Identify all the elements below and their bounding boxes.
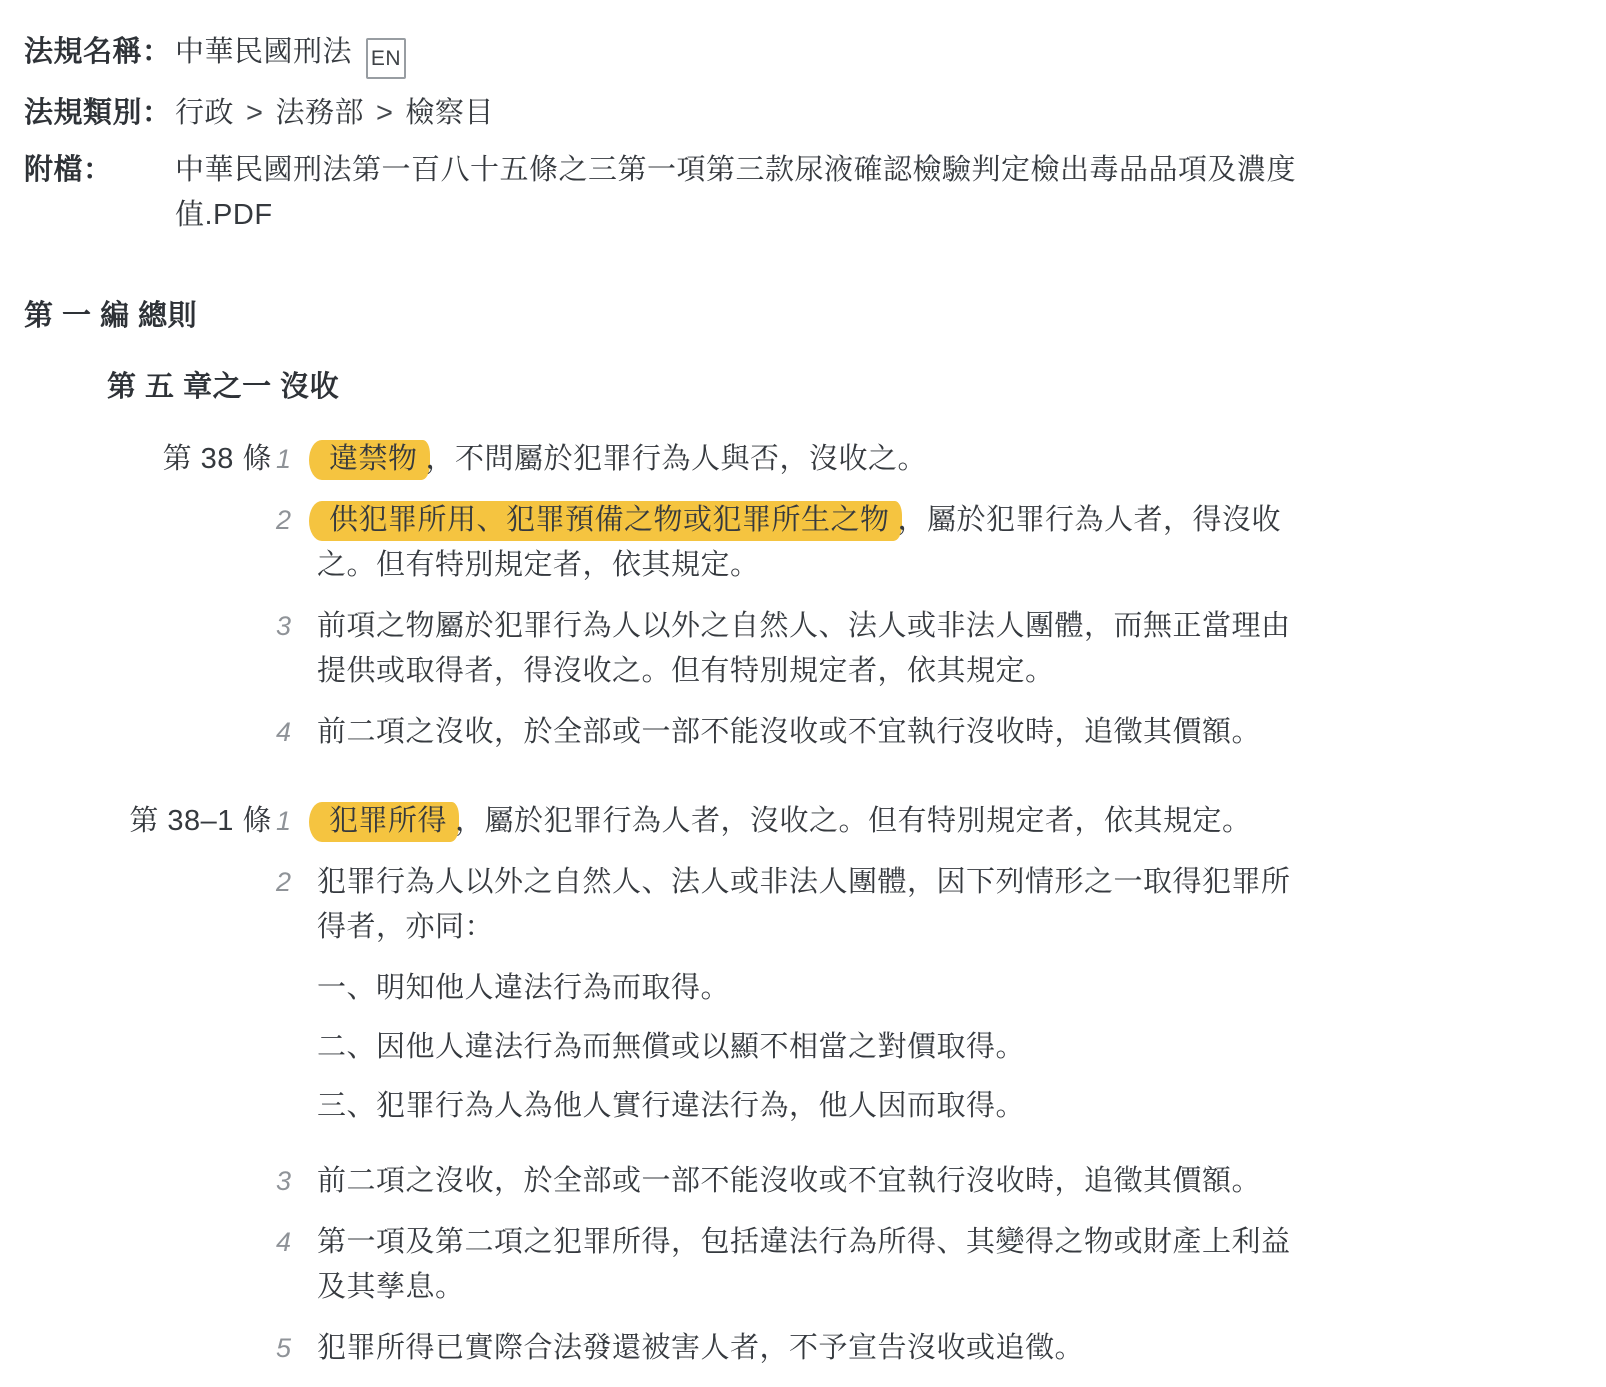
english-version-badge[interactable]: EN bbox=[366, 38, 406, 79]
paragraph-number: 1 bbox=[276, 444, 292, 474]
part-title: 第 一 編 總則 bbox=[24, 300, 198, 332]
article-paragraph bbox=[272, 437, 1307, 482]
attachment-label: 附檔： bbox=[24, 154, 113, 186]
paragraph-text bbox=[317, 799, 1307, 844]
law-name-label: 法規名稱： bbox=[24, 36, 172, 68]
highlighted-term: 違禁物 bbox=[309, 440, 430, 480]
breadcrumb-item[interactable]: 行政 bbox=[175, 97, 235, 129]
text-segment: 犯罪所得已實際合法發還被害人者，不予宣告沒收或追徵。 bbox=[317, 1332, 1085, 1364]
paragraph-number: 5 bbox=[276, 1333, 292, 1363]
paragraph-text bbox=[317, 1220, 1307, 1310]
law-name-value bbox=[175, 30, 406, 79]
text-segment: 第一項及第二項之犯罪所得，包括違法行為所得、其變得之物或財產上利益及其孳息。 bbox=[317, 1226, 1291, 1303]
meta-row-attachment bbox=[24, 148, 1606, 238]
meta-row-law-name bbox=[24, 30, 1606, 79]
article-paragraph bbox=[272, 1326, 1307, 1371]
paragraph-main-text bbox=[317, 1159, 1307, 1204]
text-segment: 前二項之沒收，於全部或一部不能沒收或不宜執行沒收時，追徵其價額。 bbox=[317, 1165, 1262, 1197]
paragraph-main-text bbox=[317, 437, 1307, 482]
article-paragraph bbox=[272, 799, 1307, 844]
law-title-text: 中華民國刑法 bbox=[175, 36, 353, 68]
articles-list bbox=[24, 437, 1606, 1387]
paragraph-number: 4 bbox=[276, 1227, 292, 1257]
paragraph-main-text bbox=[317, 1220, 1307, 1310]
text-segment: ，屬於犯罪行為人者，沒收之。但有特別規定者，依其規定。 bbox=[455, 805, 1252, 837]
article-paragraph bbox=[272, 1159, 1307, 1204]
article-body bbox=[272, 437, 1307, 771]
paragraph-number: 1 bbox=[276, 806, 292, 836]
chapter-title: 第 五 章之一 沒收 bbox=[107, 371, 340, 403]
sub-item: 一、明知他人違法行為而取得。 bbox=[317, 972, 731, 1004]
article-body bbox=[272, 799, 1307, 1387]
paragraph-main-text bbox=[317, 710, 1307, 755]
sub-item: 二、因他人違法行為而無償或以顯不相當之對價取得。 bbox=[317, 1031, 1026, 1063]
paragraph-main-text bbox=[317, 604, 1307, 694]
article-paragraph bbox=[272, 860, 1307, 1143]
highlighted-term: 供犯罪所用、犯罪預備之物或犯罪所生之物 bbox=[309, 501, 902, 541]
text-segment: ，屬於犯罪行為人者，得沒收之。但有特別規定者，依其規定。 bbox=[317, 504, 1282, 581]
breadcrumb bbox=[175, 91, 494, 136]
law-category-label: 法規類別： bbox=[24, 97, 172, 129]
sub-item: 三、犯罪行為人為他人實行違法行為，他人因而取得。 bbox=[317, 1090, 1026, 1122]
law-meta-section bbox=[24, 30, 1606, 238]
article-paragraph bbox=[272, 498, 1307, 588]
paragraph-number: 2 bbox=[276, 505, 292, 535]
highlighted-term: 犯罪所得 bbox=[309, 802, 459, 842]
paragraph-number: 4 bbox=[276, 717, 292, 747]
paragraph-number: 3 bbox=[276, 611, 292, 641]
article bbox=[24, 799, 1606, 1387]
paragraph-main-text bbox=[317, 1326, 1307, 1371]
meta-row-law-category bbox=[24, 91, 1606, 136]
paragraph-main-text bbox=[317, 498, 1307, 588]
breadcrumb-separator: > bbox=[246, 97, 264, 129]
text-segment: 前項之物屬於犯罪行為人以外之自然人、法人或非法人團體，而無正當理由提供或取得者，得沒收之。但有特別規定者，依其規定。 bbox=[317, 610, 1291, 687]
text-segment: 犯罪行為人以外之自然人、法人或非法人團體，因下列情形之一取得犯罪所得者，亦同： bbox=[317, 866, 1291, 943]
text-segment: 前二項之沒收，於全部或一部不能沒收或不宜執行沒收時，追徵其價額。 bbox=[317, 716, 1262, 748]
paragraph-text bbox=[317, 1159, 1307, 1204]
text-segment: ，不問屬於犯罪行為人與否，沒收之。 bbox=[425, 443, 928, 475]
paragraph-text bbox=[317, 710, 1307, 755]
paragraph-text bbox=[317, 498, 1307, 588]
article bbox=[24, 437, 1606, 771]
article-paragraph bbox=[272, 710, 1307, 755]
paragraph-number: 3 bbox=[276, 1166, 292, 1196]
paragraph-text bbox=[317, 604, 1307, 694]
article-number-label: 第 38–1 條 bbox=[129, 805, 272, 837]
breadcrumb-item[interactable]: 法務部 bbox=[275, 97, 364, 129]
breadcrumb-item[interactable]: 檢察目 bbox=[405, 97, 494, 129]
attachment-pdf-link[interactable]: 中華民國刑法第一百八十五條之三第一項第三款尿液確認檢驗判定檢出毒品品項及濃度值.PDF bbox=[175, 154, 1297, 231]
paragraph-number: 2 bbox=[276, 867, 292, 897]
article-paragraph bbox=[272, 604, 1307, 694]
article-paragraph bbox=[272, 1220, 1307, 1310]
paragraph-text bbox=[317, 860, 1307, 1143]
breadcrumb-separator: > bbox=[375, 97, 394, 129]
article-number-label: 第 38 條 bbox=[162, 443, 272, 475]
paragraph-text bbox=[317, 1326, 1307, 1371]
paragraph-text bbox=[317, 437, 1307, 482]
paragraph-main-text bbox=[317, 799, 1307, 844]
paragraph-main-text bbox=[317, 860, 1307, 950]
paragraph-sub-items bbox=[317, 966, 1307, 1129]
